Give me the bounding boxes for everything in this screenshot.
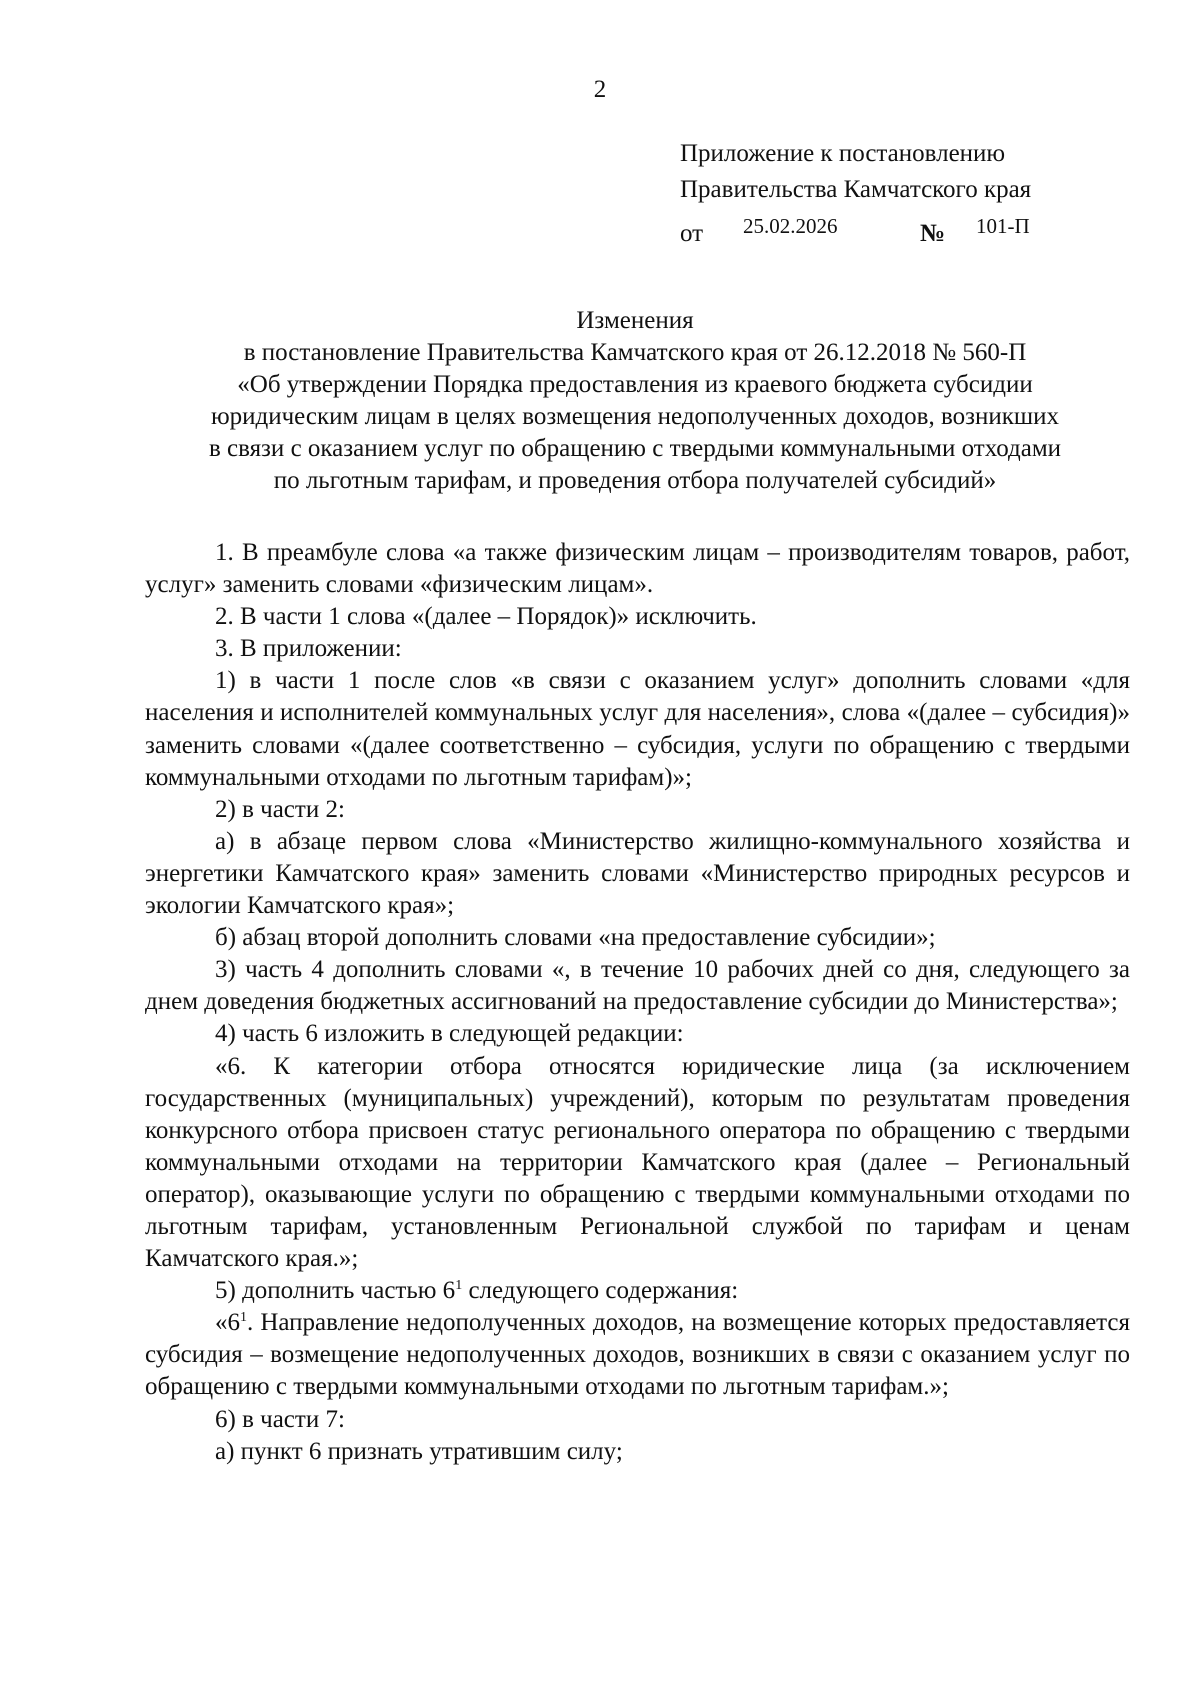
paragraph-5: 2) в части 2: [215, 795, 345, 823]
title-line-1: Изменения [576, 307, 694, 334]
document-title [140, 305, 1130, 497]
paragraph-12-superscript: 1 [240, 1310, 247, 1326]
from-label: от [680, 220, 704, 247]
document-body [145, 537, 1130, 1468]
title-line-5: в связи с оказанием услуг по обращению с твердыми коммунальными отходами [208, 435, 1062, 462]
paragraph-7: б) абзац второй дополнить словами «на предоставление субсидии»; [215, 924, 936, 952]
title-line-6: по льготным тарифам, и проведения отбора получателей субсидий» [273, 467, 997, 494]
paragraph-2: 2. В части 1 слова «(далее – Порядок)» исключить. [215, 603, 757, 631]
paragraph-10: «6. К категории отбора относятся юридические лица (за исключением государственных (муниципальных) учреждений), которым по результатам проведения конкурсного отбора присвоен статус регионального оператора по обращению с твердыми коммунальными отходами на территории Камчатского края (далее – Региональный оператор), оказывающие услуги по обращению с твердыми коммунальными отходами по льготным тарифам, установленным Региональной службой по тарифам и ценам Камчатского края.»; [145, 1052, 1130, 1273]
number-sign: № [920, 220, 946, 247]
registration-line [680, 210, 1140, 246]
paragraph-13: 6) в части 7: [215, 1405, 345, 1433]
title-line-4: юридическим лицам в целях возмещения недополученных доходов, возникших [210, 403, 1060, 430]
appendix-line-1: Приложение к постановлению [680, 140, 1006, 167]
appendix-header [680, 136, 1140, 246]
page-number: 2 [593, 76, 607, 103]
appendix-line-2: Правительства Камчатского края [680, 176, 1032, 203]
paragraph-11-text-b: следующего содержания: [462, 1277, 739, 1305]
document-number: 101-П [976, 214, 1030, 238]
paragraph-9: 4) часть 6 изложить в следующей редакции: [215, 1020, 684, 1048]
paragraph-4: 1) в части 1 после слов «в связи с оказанием услуг» дополнить словами «для населения и исполнителей коммунальных услуг для населения», слова «(далее – субсидия)» заменить словами «(далее соответственно – субсидия, услуги по обращению с твердыми коммунальными отходами по льготным тарифам)»; [145, 667, 1130, 791]
paragraph-6: а) в абзаце первом слова «Министерство жилищно-коммунального хозяйства и энергетики Камчатского края» заменить словами «Министерство природных ресурсов и экологии Камчатского края»; [145, 827, 1130, 920]
paragraph-3: 3. В приложении: [215, 635, 402, 663]
title-line-2: в постановление Правительства Камчатского края от 26.12.2018 № 560-П [243, 339, 1027, 366]
paragraph-8: 3) часть 4 дополнить словами «, в течение 10 рабочих дней со дня, следующего за днем доведения бюджетных ассигнований на предоставление субсидии до Министерства»; [145, 956, 1130, 1016]
paragraph-12-text-a: «6 [215, 1309, 240, 1337]
paragraph-11 [145, 1275, 1130, 1307]
paragraph-11-superscript: 1 [455, 1278, 463, 1294]
document-date: 25.02.2026 [743, 214, 838, 238]
paragraph-12-text-b: . Направление недополученных доходов, на возмещение которых предоставляется субсидия – возмещение недополученных доходов, возникших в связи с оказанием услуг по обращению с твердыми коммунальными отходами по льготным тарифам.»; [145, 1309, 1130, 1401]
paragraph-11-text-a: 5) дополнить частью 6 [215, 1277, 456, 1305]
paragraph-1: 1. В преамбуле слова «а также физическим лицам – производителям товаров, работ, услуг» заменить словами «физическим лицам». [145, 539, 1130, 599]
title-line-3: «Об утверждении Порядка предоставления из краевого бюджета субсидии [237, 371, 1033, 398]
paragraph-14: а) пункт 6 признать утратившим силу; [215, 1437, 623, 1465]
paragraph-12 [145, 1307, 1130, 1403]
